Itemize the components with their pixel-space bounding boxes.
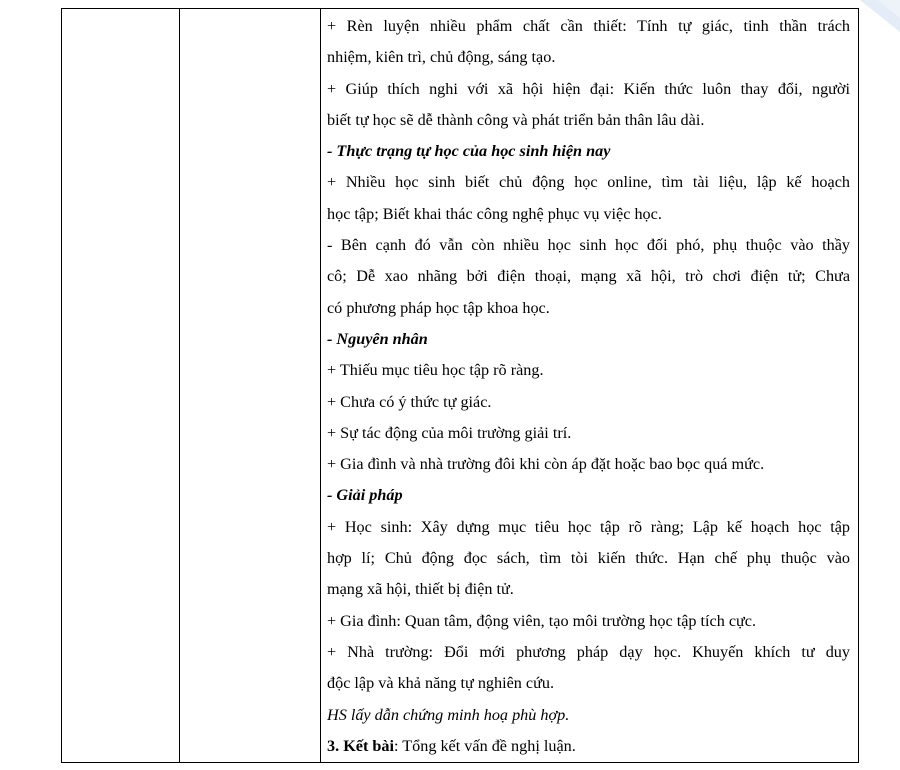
text-line: + Chưa có ý thức tự giác. [327,392,492,411]
text-line: + Gia đình: Quan tâm, động viên, tạo môi trường học tập tích cực. [327,611,757,630]
text-line: độc lập và khả năng tự nghiên cứu. [327,674,555,693]
empty-cell-middle [180,9,321,763]
text-line: biết tự học sẽ dễ thành công và phát triển bản thân lâu dài. [327,110,705,129]
content-body [321,9,858,762]
text-line: + Thiếu mục tiêu học tập rõ ràng. [327,361,544,380]
text-line: hợp lí; Chủ động đọc sách, tìm tòi kiến thức. Hạn chế phụ thuộc vào [327,549,850,568]
closing-line [327,731,850,762]
text-line: mạng xã hội, thiết bị điện tử. [327,580,514,599]
text-line: nhiệm, kiên trì, chủ động, sáng tạo. [327,48,556,67]
text-line: có phương pháp học tập khoa học. [327,298,550,317]
text-line: + Giúp thích nghi với xã hội hiện đại: Kiến thức luôn thay đổi, người [327,79,850,98]
empty-cell-left [62,9,180,763]
text-line: + Gia đình và nhà trường đôi khi còn áp đặt hoặc bao bọc quá mức. [327,455,765,474]
table-row [62,9,859,763]
text-line: + Học sinh: Xây dựng mục tiêu học tập rõ ràng; Lập kế hoạch học tập [327,517,850,536]
closing-label: 3. Kết bài [327,736,394,755]
closing-text: : Tổng kết vấn đề nghị luận. [394,736,576,755]
text-line: + Sự tác động của môi trường giải trí. [327,423,572,442]
text-line: + Nhiều học sinh biết chủ động học online, tìm tài liệu, lập kế hoạch [327,173,850,192]
section-heading: - Nguyên nhân [327,329,428,348]
text-line: cô; Dễ xao nhãng bởi điện thoại, mạng xã hội, trò chơi điện tử; Chưa [327,267,850,286]
text-line: + Nhà trường: Đổi mới phương pháp dạy học. Khuyến khích tư duy [327,642,850,661]
lesson-table [61,8,859,763]
text-line: học tập; Biết khai thác công nghệ phục vụ việc học. [327,204,662,223]
text-line: + Rèn luyện nhiều phẩm chất cần thiết: Tính tự giác, tinh thần trách [327,17,850,35]
content-cell [321,9,859,763]
section-heading: - Giải pháp [327,486,403,505]
italic-note: HS lấy dẫn chứng minh hoạ phù hợp. [327,705,570,724]
section-heading: - Thực trạng tự học của học sinh hiện nay [327,142,611,161]
text-line: - Bên cạnh đó vẫn còn nhiều học sinh học đối phó, phụ thuộc vào thầy [327,236,850,255]
